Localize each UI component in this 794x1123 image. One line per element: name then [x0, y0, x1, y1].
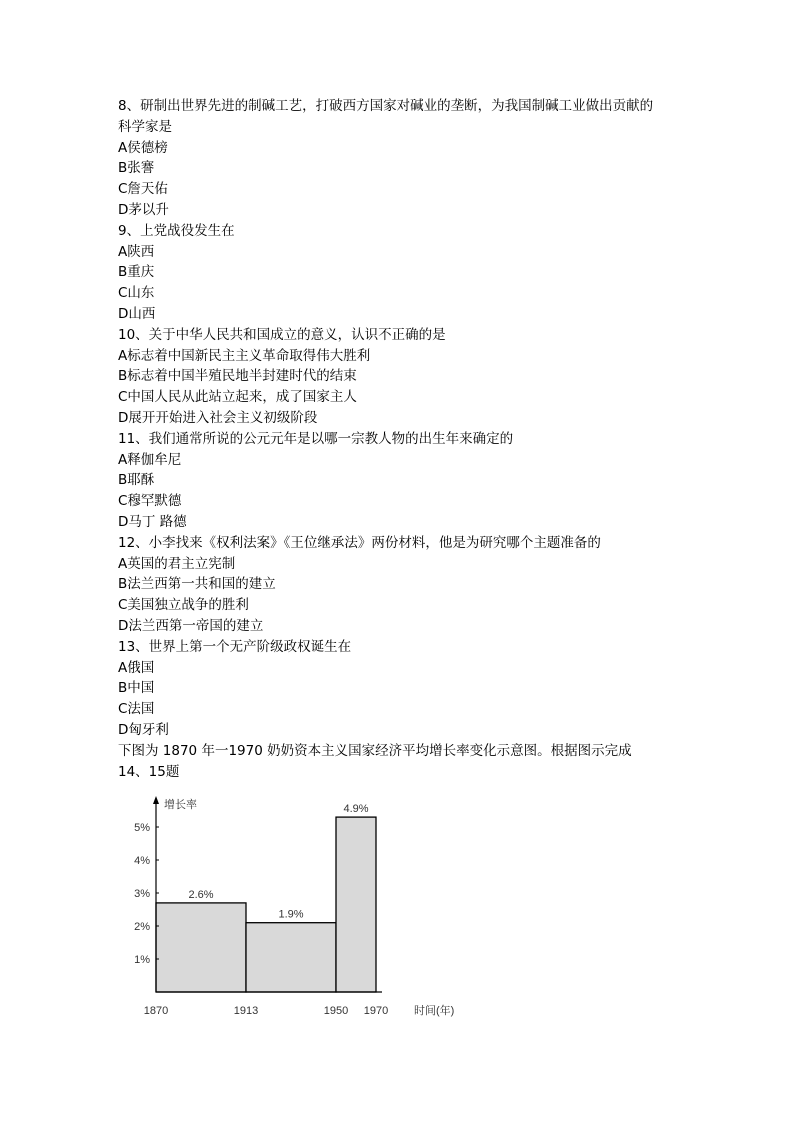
answer-option: D山西	[118, 305, 156, 322]
answer-option: A英国的君主立宪制	[118, 555, 236, 572]
answer-option: D法兰西第一帝国的建立	[118, 617, 264, 634]
answer-option: B标志着中国半殖民地半封建时代的结束	[118, 368, 357, 385]
x-tick-label: 1913	[233, 1005, 259, 1017]
question-stem: 13、世界上第一个无产阶级政权诞生在	[118, 638, 352, 655]
answer-option: D匈牙利	[118, 721, 169, 738]
x-tick-label: 1870	[143, 1005, 169, 1017]
bar-value-label: 1.9%	[278, 908, 304, 921]
answer-option: B耶酥	[118, 472, 155, 489]
x-tick-label: 1950	[323, 1005, 349, 1017]
answer-option: D马丁 路德	[118, 513, 187, 530]
answer-option: A标志着中国新民主主义革命取得伟大胜利	[118, 347, 371, 364]
bar	[246, 923, 336, 992]
answer-option: B法兰西第一共和国的建立	[118, 576, 276, 593]
y-tick-label: 5%	[134, 822, 150, 834]
bar-value-label: 2.6%	[188, 888, 214, 901]
y-axis-arrow	[153, 796, 159, 804]
answer-option: D茅以升	[118, 201, 169, 218]
answer-option: C山东	[118, 285, 155, 302]
answer-option: A陕西	[118, 243, 155, 260]
question-stem: 10、关于中华人民共和国成立的意义，认识不正确的是	[118, 326, 446, 343]
answer-option: A侯德榜	[118, 139, 168, 156]
answer-option: B张謇	[118, 160, 155, 177]
answer-option: A释伽牟尼	[118, 451, 182, 468]
answer-option: B重庆	[118, 264, 155, 281]
growth-rate-chart	[120, 786, 480, 1026]
answer-option: D展开开始进入社会主义初级阶段	[118, 409, 318, 426]
x-tick-label: 1970	[363, 1005, 389, 1017]
answer-option: A俄国	[118, 659, 155, 676]
y-tick-label: 3%	[134, 888, 150, 900]
answer-option: C美国独立战争的胜利	[118, 597, 249, 614]
y-tick-label: 2%	[134, 921, 150, 933]
chart-intro-text: 下图为 1870 年一1970 奶奶资本主义国家经济平均增长率变化示意图。根据图示完成	[118, 742, 632, 759]
question-text	[118, 96, 698, 782]
bar	[156, 903, 246, 992]
answer-option: C法国	[118, 701, 155, 718]
question-stem: 11、我们通常所说的公元元年是以哪一宗教人物的出生年来确定的	[118, 430, 514, 447]
answer-option: C詹天佑	[118, 181, 168, 198]
answer-option: B中国	[118, 680, 155, 697]
answer-option: C穆罕默德	[118, 493, 182, 510]
x-axis-title: 时间(年)	[414, 1005, 455, 1017]
chart-intro-text: 14、15题	[118, 763, 180, 780]
question-stem: 8、研制出世界先进的制碱工艺，打破西方国家对碱业的垄断，为我国制碱工业做出贡献的	[118, 98, 654, 114]
answer-option: C中国人民从此站立起来，成了国家主人	[118, 389, 357, 406]
y-axis-title: 增长率	[164, 799, 197, 811]
bar-value-label: 4.9%	[343, 803, 369, 816]
question-stem: 科学家是	[118, 118, 172, 135]
question-stem: 9、上党战役发生在	[118, 222, 235, 239]
y-tick-label: 4%	[134, 855, 150, 867]
y-tick-label: 1%	[134, 954, 150, 966]
bar	[336, 817, 376, 992]
question-stem: 12、小李找来《权利法案》《王位继承法》两份材料，他是为研究哪个主题准备的	[118, 534, 601, 551]
